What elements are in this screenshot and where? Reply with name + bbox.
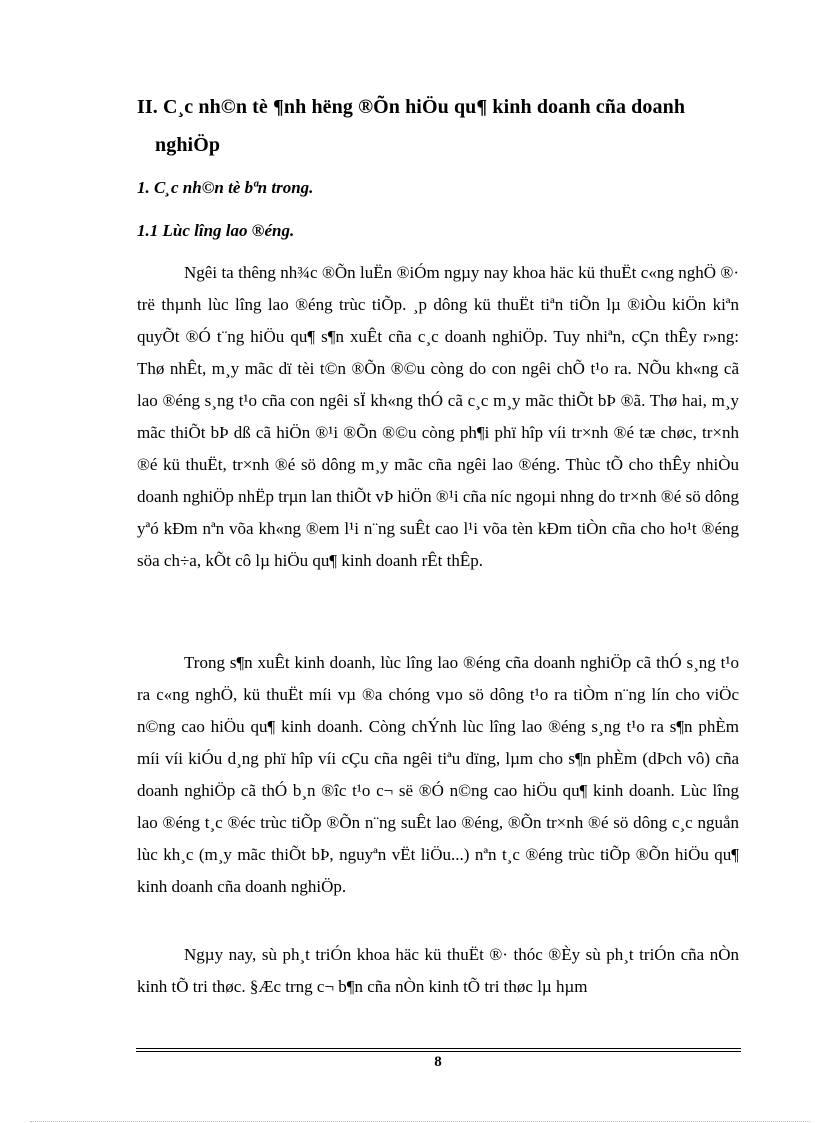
body-paragraph: Trong s¶n xuÊt kinh doanh, lùc lîng lao ®éng cña doanh nghiÖp cã thÓ s¸ng t¹o ra c«ng nghÖ, kü thuËt míi vµ ®a chóng vµo sö dông t¹o ra tiÒm n¨ng lín cho viÖc n©ng cao hiÖu qu¶ kinh doanh. Còng chÝnh lùc lîng lao ®éng s¸ng t¹o ra s¶n phÈm míi víi kiÓu d¸ng phï hîp víi cÇu cña ngêi tiªu dïng, lµm cho s¶n phÈm (dÞch vô) cña doanh nghiÖp cã thÓ b¸n ®îc t¹o c¬ së ®Ó n©ng cao hiÖu qu¶ kinh doanh. Lùc lîng lao ®éng t¸c ®éc trùc tiÕp ®Õn n¨ng suÊt lao ®éng, ®Õn tr×nh ®é sö dông c¸c nguån lùc kh¸c (m¸y mãc thiÕt bÞ, nguyªn vËt liÖu...) nªn t¸c ®éng trùc tiÕp ®Õn hiÖu qu¶ kinh doanh cña doanh nghiÖp. xyxy=(137,653,739,896)
section-heading-line-2: nghiÖp xyxy=(155,134,221,156)
page-number: 8 xyxy=(434,1054,442,1070)
section-heading xyxy=(137,88,747,164)
footer-divider xyxy=(136,1048,741,1049)
subsection-heading: 1. C¸c nh©n tè bªn trong. xyxy=(137,178,314,197)
section-heading-line-1: II. C¸c nh©n tè ¶nh hëng ®Õn hiÖu qu¶ kinh doanh cña doanh xyxy=(137,96,686,118)
page-bottom-edge xyxy=(30,1121,810,1122)
body-paragraph: Ngµy nay, sù ph¸t triÓn khoa häc kü thuËt ®· thóc ®Èy sù ph¸t triÓn cña nÒn kinh tÕ tri thøc. §Æc trng c¬ b¶n cña nÒn kinh tÕ tri thøc lµ hµm xyxy=(137,945,739,996)
body-paragraph: Ngêi ta thêng nh¾c ®Õn luËn ®iÓm ngµy nay khoa häc kü thuËt c«ng nghÖ ®· trë thµnh lùc lîng lao ®éng trùc tiÕp. ¸p dông kü thuËt tiªn tiÕn lµ ®iÒu kiÖn kiªn quyÕt ®Ó t¨ng hiÖu qu¶ s¶n xuÊt cña c¸c doanh nghiÖp. Tuy nhiªn, cÇn thÊy r»ng: Thø nhÊt, m¸y mãc dï tèi t©n ®Õn ®©u còng do con ngêi chÕ t¹o ra. NÕu kh«ng cã lao ®éng s¸ng t¹o cña con ngêi sÏ kh«ng thÓ cã c¸c m¸y mãc thiÕt bÞ ®ã. Thø hai, m¸y mãc thiÕt bÞ dß cã hiÖn ®¹i ®Õn ®©u còng ph¶i phï hîp víi tr×nh ®é tæ chøc, tr×nh ®é kü thuËt, tr×nh ®é sö dông m¸y mãc cña ngêi lao ®éng. Thùc tÕ cho thÊy nhiÒu doanh nghiÖp nhËp trµn lan thiÕt vÞ hiÖn ®¹i cña níc ngoµi nhng do tr×nh ®é sö dông yªó kÐm nªn võa kh«ng ®em l¹i n¨ng suÊt cao l¹i võa tèn kÐm tiÒn cña cho ho¹t ®éng söa ch÷a, kÕt cô lµ hiÖu qu¶ kinh doanh rÊt thÊp. xyxy=(137,263,739,570)
subsubsection-heading: 1.1 Lùc lîng lao ®éng. xyxy=(137,221,295,240)
